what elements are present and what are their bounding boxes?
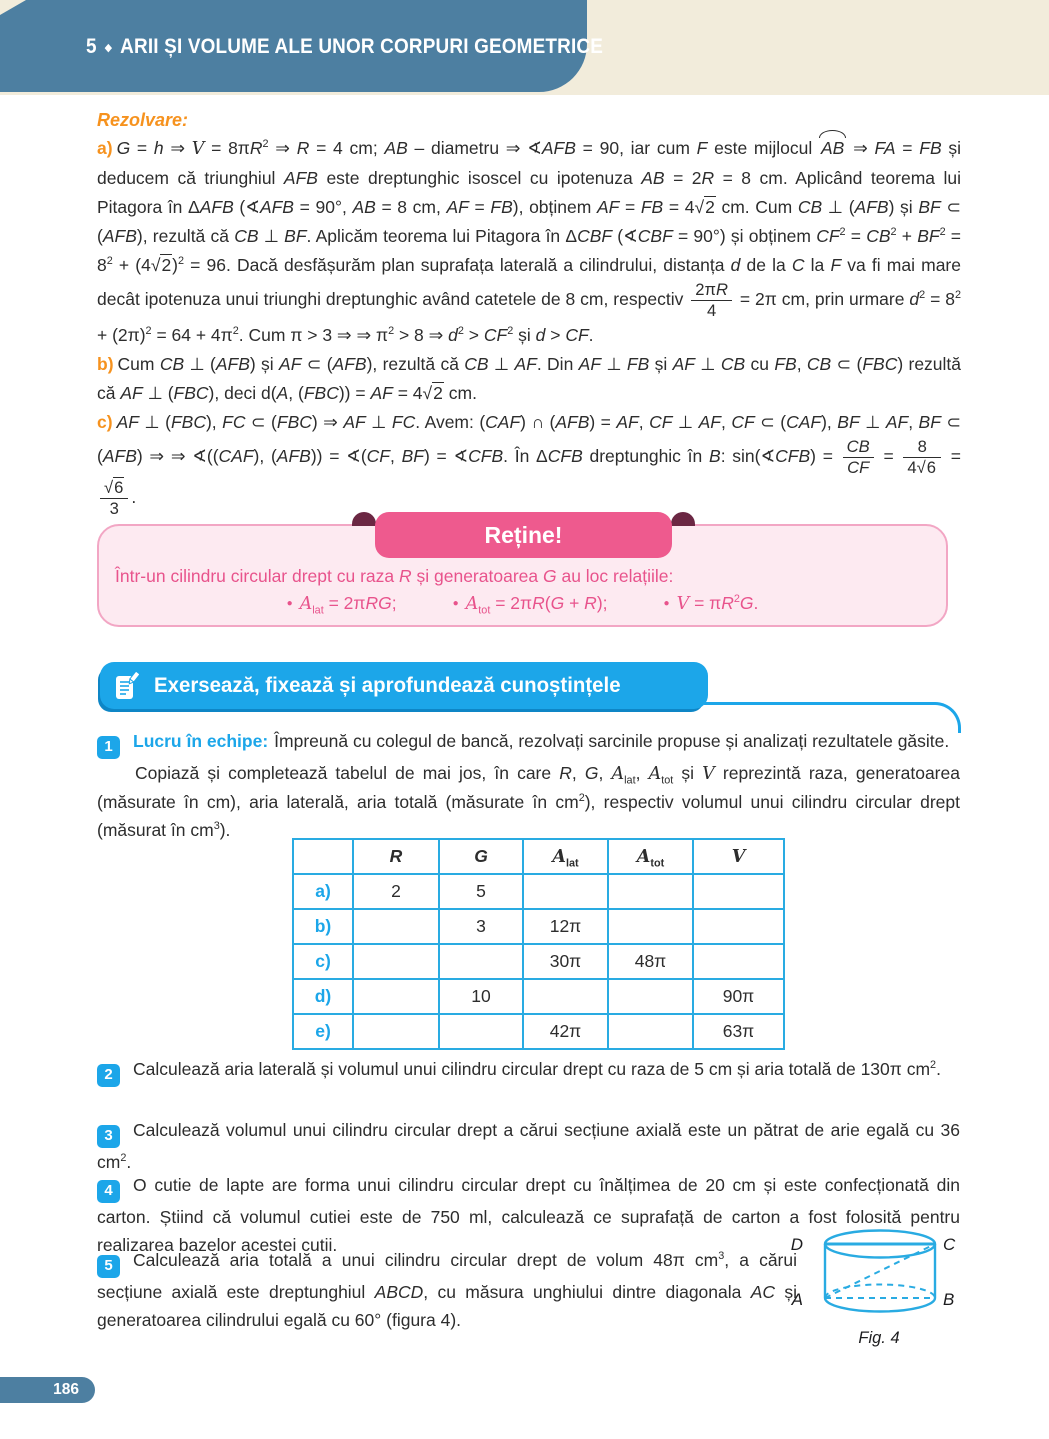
cylinder-drawing [789,1222,969,1322]
table-header-cell: $A_{tot}$ [608,839,693,874]
table-row [293,979,784,1014]
table-cell [523,874,608,909]
table-row [293,874,784,909]
chapter-number: 5 [86,33,97,58]
table-header-cell: R [353,839,439,874]
table-cell: 3 [439,909,523,944]
table-cell [608,979,693,1014]
table-cell: 5 [439,874,523,909]
table-cell [608,909,693,944]
remember-box-title: Reține! [375,512,672,558]
table-row [293,944,784,979]
table-cell [693,874,784,909]
section-banner [100,662,708,709]
table-cell [693,944,784,979]
exercise-1-body: Copiază și completează tabelul de mai jos, în care R, G, $A_{lat}$, $A_{tot}$ și V reprezintă raza, generatoarea (măsurate în cm), aria laterală, aria totală (măsurate în $cm^2$), respectiv volumul unui cilindru circular drept (măsurat în $cm^3$). [97,762,960,840]
solution-text-c: AF ⊥ (FBC), FC ⊂ (FBC) ⇒ AF ⊥ FC. Avem: (CAF) ∩ (AFB) = AF, CF ⊥ AF, CF ⊂ (CAF), BF ⊥ AF, BF ⊂ (AFB) ⇒ ⇒ ∢((CAF), (AFB)) = ∢(CF, BF) = ∢CFB. În ΔCFB dreptunghic în B: sin(∢CFB) = $\frac{CB}{CF}$ = $\frac{8}{4√6}$ = $\frac{√6}{3}$ . [97,411,962,518]
exercise-5-text: Calculează aria totală a unui cilindru circular drept de volum 48π $cm^3$, a cărui secțiune axială este dreptunghiul ABCD, cu măsura unghiului dintre diagonala AC și generatoarea cilindrului egală cu 60° (figura 4). [97,1250,798,1330]
exercise-1-table [292,838,785,1050]
figure-caption: Fig. 4 [858,1329,900,1347]
table-cell [439,1014,523,1049]
table-cell: 63π [693,1014,784,1049]
table-header-cell [293,839,353,874]
table-row-label: d) [293,979,353,1014]
section-banner-title: Exersează, fixează și aprofundează cunoștințele [154,673,621,697]
remember-intro: Într-un cilindru circular drept cu raza R și generatoarea G au loc relațiile: [115,566,674,586]
exercise-2-number-badge: 2 [97,1064,120,1087]
table-header-cell: V [693,839,784,874]
exercise-1-lead: Lucru în echipe: [133,731,269,751]
table-row-label: b) [293,909,353,944]
figure-label-a: A [791,1290,803,1309]
chapter-title [86,0,603,92]
table-cell [439,944,523,979]
bullet-icon: ● [286,598,293,609]
exercises-section [97,727,960,1330]
table-header-cell: $A_{lat}$ [523,839,608,874]
table-cell: 48π [608,944,693,979]
remember-box [97,521,948,627]
cylinder-figure [789,1222,969,1348]
formula-lateral-area: ● $A_{lat} = 2\pi RG$; [286,593,397,617]
exercise-2-text: Calculează aria laterală și volumul unui cilindru circular drept cu raza de 5 cm și aria totală de 130π $cm^2$. [133,1059,941,1079]
exercise-4-number-badge: 4 [97,1180,120,1203]
bullet-icon: ● [663,598,670,609]
bullet-icon: ● [452,598,459,609]
item-marker-a: a) [97,138,113,158]
table-cell: 90π [693,979,784,1014]
notepad-pencil-icon [114,671,141,701]
exercise-5-number-badge: 5 [97,1255,120,1278]
item-marker-c: c) [97,411,113,432]
table-row [293,909,784,944]
solution-paragraph-b [97,350,961,408]
exercise-2 [97,1055,941,1087]
table-cell [608,874,693,909]
chapter-header-tab [0,0,604,92]
figure-label-c: C [943,1235,956,1254]
table-cell: 42π [523,1014,608,1049]
table-cell [353,979,439,1014]
exercise-1-intro-text: Împreună cu colegul de bancă, rezolvați sarcinile propuse și analizați rezultatele găsite. [274,731,950,751]
solution-paragraph-a [97,134,961,350]
table-cell [353,944,439,979]
table-cell [608,1014,693,1049]
solution-section [97,110,961,519]
exercise-3-number-badge: 3 [97,1125,120,1148]
table-cell [353,909,439,944]
table-cell: 30π [523,944,608,979]
formula-volume: ● $V = \pi R^2G$. [663,593,759,614]
page-number: 186 [0,1377,95,1403]
item-marker-b: b) [97,353,114,374]
table-header-row [293,839,784,874]
table-cell [353,1014,439,1049]
solution-text-a: G = h ⇒ $V = 8\pi R^2$ ⇒ R = 4 cm; AB – diametru ⇒ ∢AFB = 90, iar cum F este mijlocul AB ⇒ FA = FB și deducem că triunghiul AFB este dreptunghic isoscel cu ipotenuza AB = 2R = 8 cm. Aplicând teorema lui Pitagora în ΔAFB (∢AFB = 90°, AB = 8 cm, AF = FB), obținem AF = FB = 4√2 cm. Cum CB ⊥ (AFB) și BF ⊂ (AFB), rezultă că CB ⊥ BF. Aplicăm teorema lui Pitagora în ΔCBF (∢CBF = 90°) și obținem $CF^2 = CB^2 + BF^2 = 8^2 + (4√2)^2 = 96$. Dacă desfășurăm plan suprafața laterală a cilindrului, distanța d de la C la F va fi mai mare decât ipotenuza unui triunghi dreptunghic având catetele de 8 cm, respectiv $\frac{2\pi R}{4}$ = 2π cm, prin urmare $d^2 = 8^2 + (2\pi)^2 = 64 + 4\pi^2$. Cum π > 3 ⇒ ⇒ $\pi^2 > 8$ ⇒ $d^2 > CF^2$ și d > CF. [97,138,961,345]
table-row-label: c) [293,944,353,979]
table-cell [523,979,608,1014]
figure-label-b: B [943,1290,955,1309]
table-cell [693,909,784,944]
table-cell: 12π [523,909,608,944]
exercise-4-text: O cutie de lapte are forma unui cilindru circular drept cu înălțimea de 20 cm și este confecționată din carton. Știind că volumul cutiei este de 750 ml, calculează ce suprafață de carton a fost folosită pentru realizarea bazelor acestei cutii. [97,1175,960,1255]
table-cell: 10 [439,979,523,1014]
remember-formulas [115,593,930,617]
diamond-icon: ◆ [104,41,113,54]
table-row-label: a) [293,874,353,909]
solution-paragraph-c [97,408,961,519]
exercise-1-intro [97,727,960,759]
solution-text-b: Cum CB ⊥ (AFB) și AF ⊂ (AFB), rezultă că CB ⊥ AF. Din AF ⊥ FB și AF ⊥ CB cu FB, CB ⊂ (FBC) rezultă că AF ⊥ (FBC), deci d(A, (FBC)) = AF = 4√2 cm. [97,353,962,403]
formula-total-area: ● $A_{tot} = 2\pi R(G + R)$; [452,593,608,617]
chapter-title-text: ARII ȘI VOLUME ALE UNOR CORPURI GEOMETRICE [120,33,604,58]
table-cell: 2 [353,874,439,909]
exercise-3-text: Calculează volumul unui cilindru circular drept a cărui secțiune axială este un pătrat de arie egală cu 36 $cm^2$. [97,1120,960,1172]
table-header-cell: G [439,839,523,874]
exercise-5 [97,1246,797,1334]
table-row [293,1014,784,1049]
exercise-3 [97,1116,960,1176]
table-row-label: e) [293,1014,353,1049]
figure-label-d: D [790,1235,803,1254]
solution-label: Rezolvare: [97,110,189,130]
exercise-1-number-badge: 1 [97,736,120,759]
